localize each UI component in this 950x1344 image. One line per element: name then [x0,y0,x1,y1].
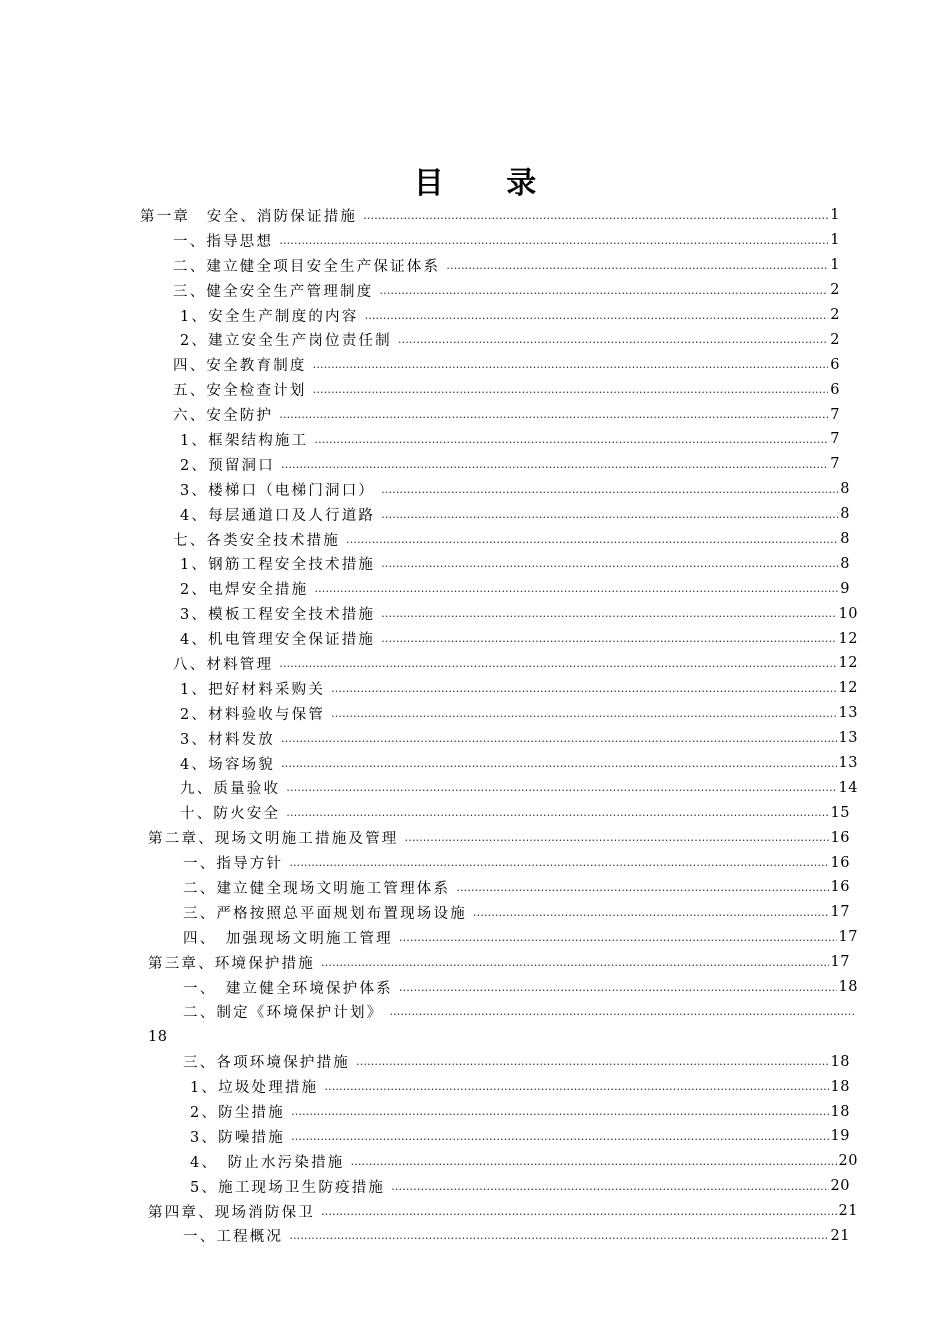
toc-leader-dots [324,1080,828,1093]
toc-page-number: 21 [838,1203,858,1220]
toc-entry-label: 2、防尘措施 [190,1105,285,1121]
toc-page-number: 2 [830,307,840,323]
toc-leader-dots [286,781,836,794]
toc-entry-label: 第三章、环境保护措施 [148,955,315,972]
toc-leader-dots [381,557,838,570]
toc-entry-label: 2、材料验收与保管 [180,706,326,723]
toc-entry-label: 4、每层通道口及人行道路 [180,507,376,524]
toc-entry-label: 1、垃圾处理措施 [190,1080,319,1097]
toc-page-number: 17 [830,954,850,971]
toc-leader-dots [331,707,837,720]
toc-entry[interactable] [0,751,858,776]
toc-page-number: 18 [830,1103,850,1120]
toc-entry-label: 一、 建立健全环境保护体系 [183,980,393,997]
toc-page-number: 18 [830,1053,850,1070]
toc-entry[interactable] [0,1024,950,1049]
toc-entry[interactable] [0,1149,858,1174]
toc-page-number: 1 [830,257,840,274]
toc-leader-dots [314,582,838,595]
toc-page-number: 1 [830,232,840,249]
toc-entry[interactable] [0,253,840,278]
toc-leader-dots [381,607,836,620]
toc-entry-label: 第四章、现场消防保卫 [148,1204,315,1221]
toc-leader-dots [405,831,829,844]
toc-entry[interactable] [0,1074,850,1099]
toc-page-number: 18 [838,979,858,996]
toc-entry[interactable] [0,775,858,800]
toc-entry-label: 四、安全教育制度 [173,358,307,375]
toc-entry-label: 四、 加强现场文明施工管理 [183,930,393,947]
toc-leader-dots [313,358,829,371]
toc-entry[interactable] [0,502,850,527]
toc-entry[interactable] [0,825,850,850]
toc-page-number: 8 [840,555,850,572]
toc-entry[interactable] [0,676,858,701]
toc-entry-label: 第一章 安全、消防保证措施 [140,208,358,225]
toc-leader-dots [313,383,829,396]
toc-entry[interactable] [0,1099,850,1124]
toc-leader-dots [363,209,828,222]
toc-page-number: 8 [840,531,850,548]
toc-entry-label: 二、建立健全现场文明施工管理体系 [183,880,451,897]
toc-entry-label: 4、场容场貌 [180,756,275,773]
toc-leader-dots [279,408,828,421]
toc-entry[interactable] [0,228,840,253]
toc-entry-label: 八、材料管理 [173,656,274,673]
toc-page-number: 8 [840,481,850,498]
page-title: 目 录 [413,166,563,201]
toc-entry-label: 一、指导方针 [183,856,284,873]
toc-leader-dots [281,757,837,770]
toc-entry-label: 3、材料发放 [180,731,275,748]
toc-entry[interactable] [0,626,858,651]
toc-entry[interactable] [0,377,840,402]
toc-page-number: 2 [830,331,840,348]
toc-entry-label: 十、防火安全 [180,806,281,823]
toc-entry[interactable] [0,950,850,975]
toc-entry[interactable] [0,1124,850,1149]
toc-leader-dots [399,931,837,944]
toc-entry-label: 六、安全防护 [173,408,274,425]
toc-entry-label: 二、建立健全项目安全生产保证体系 [173,258,441,275]
toc-entry[interactable] [0,900,850,925]
toc-page-number: 15 [830,804,850,821]
toc-leader-dots [281,458,828,471]
toc-leader-dots [398,333,828,346]
toc-entry-label: 1、钢筋工程安全技术措施 [180,557,376,574]
toc-page-number: 8 [840,506,850,523]
toc-entry[interactable] [0,601,858,626]
toc-leader-dots [350,1155,836,1168]
toc-page-number: 17 [830,904,850,921]
toc-entry[interactable] [0,352,840,377]
toc-entry[interactable] [0,726,858,751]
toc-entry-label: 九、质量验收 [180,781,281,798]
toc-entry[interactable] [0,925,858,950]
toc-leader-dots [279,657,836,670]
toc-page-number: 10 [838,605,858,622]
toc-page-number: 13 [838,730,858,747]
toc-entry-label: 五、安全检查计划 [173,383,307,400]
toc-page-number: 20 [830,1178,850,1195]
toc-entry-label: 三、各项环境保护措施 [183,1055,350,1072]
toc-entry[interactable] [0,427,840,452]
toc-entry[interactable] [0,203,840,228]
toc-entry[interactable] [0,452,840,477]
toc-entry-label: 1、框架结构施工 [180,432,309,449]
toc-entry-label: 4、机电管理安全保证措施 [180,632,376,649]
toc-page-number: 7 [830,456,840,473]
toc-entry-label: 3、楼梯口（电梯门洞口） [180,482,376,499]
toc-page-number: 12 [838,680,858,697]
toc-entry-label: 第二章、现场文明施工措施及管理 [148,831,399,848]
toc-leader-dots [399,981,837,994]
toc-entry[interactable] [0,327,840,352]
toc-leader-dots [289,1229,828,1242]
toc-leader-dots [381,483,838,496]
toc-leader-dots [356,1055,829,1068]
toc-entry-label: 4、 防止水污染措施 [190,1154,345,1171]
toc-leader-dots [364,309,828,322]
toc-leader-dots [331,682,837,695]
toc-entry[interactable] [0,701,858,726]
toc-leader-dots [279,234,828,247]
toc-entry[interactable] [0,975,858,1000]
toc-entry-label: 二、制定《环境保护计划》 [183,1005,384,1022]
toc-leader-dots [346,533,838,546]
toc-entry[interactable] [0,1174,850,1199]
toc-leader-dots [389,1005,856,1018]
toc-entry-label: 一、工程概况 [183,1229,284,1246]
toc-page-number: 7 [830,406,840,423]
toc-page-number: 14 [838,779,858,796]
toc-entry-label: 2、预留洞口 [180,457,275,474]
toc-page-number: 9 [840,580,850,597]
toc-leader-dots [381,508,838,521]
toc-leader-dots [446,259,828,272]
toc-entry-label: 3、防噪措施 [190,1129,285,1146]
toc-leader-dots [291,1105,829,1118]
toc-entry-label: 七、各类安全技术措施 [173,532,340,549]
toc-page-number: 6 [830,356,840,373]
toc-leader-dots [321,1205,837,1218]
toc-leader-dots [281,732,837,745]
toc-page-number: 20 [838,1153,858,1170]
toc-page-number: 16 [830,829,850,846]
toc-page-number: 21 [830,1227,850,1244]
toc-entry[interactable] [0,402,840,427]
toc-entry-label: 1、安全生产制度的内容 [180,308,359,325]
toc-page-number: 13 [838,705,858,722]
toc-leader-dots [286,806,828,819]
toc-entry-label: 三、严格按照总平面规划布置现场设施 [183,905,467,922]
toc-entry-label: 3、模板工程安全技术措施 [180,607,376,624]
toc-entry-label: 2、建立安全生产岗位责任制 [180,333,392,350]
toc-page-number: 19 [830,1128,850,1145]
toc-entry[interactable] [0,527,850,552]
toc-page-number: 13 [838,755,858,772]
toc-leader-dots [381,632,836,645]
toc-leader-dots [314,433,828,446]
toc-leader-dots [456,881,828,894]
toc-page-number: 18 [830,1078,850,1095]
toc-page-number: 18 [148,1028,168,1045]
toc-entry[interactable] [0,551,850,576]
toc-entry[interactable] [0,850,850,875]
toc-entry[interactable] [0,278,840,303]
toc-entry[interactable] [0,875,850,900]
toc-entry-label: 三、健全安全生产管理制度 [173,283,374,300]
toc-entry[interactable] [0,1224,850,1249]
toc-page-number: 12 [838,630,858,647]
toc-page-number: 6 [830,381,840,398]
toc-page-number: 16 [830,879,850,896]
toc-leader-dots [391,1180,828,1193]
toc-page-number: 17 [838,929,858,946]
toc-entry[interactable] [0,1000,858,1025]
toc-page-number: 7 [830,431,840,448]
table-of-contents [0,203,950,1248]
toc-entry-label: 5、施工现场卫生防疫措施 [190,1179,386,1196]
toc-page-number: 1 [830,207,840,224]
toc-entry-label: 1、把好材料采购关 [180,681,326,698]
toc-entry[interactable] [0,477,850,502]
toc-leader-dots [379,284,828,297]
toc-leader-dots [289,856,828,869]
toc-entry-label: 一、指导思想 [173,233,274,250]
toc-entry[interactable] [0,800,850,825]
toc-leader-dots [473,906,829,919]
toc-entry[interactable] [0,1049,850,1074]
toc-leader-dots [291,1130,829,1143]
toc-entry-label: 2、电焊安全措施 [180,582,309,599]
toc-entry[interactable] [0,576,850,601]
toc-page-number: 2 [830,282,840,299]
toc-entry[interactable] [0,1199,858,1224]
toc-entry[interactable] [0,651,858,676]
toc-entry[interactable] [0,303,840,328]
toc-page-number: 16 [830,854,850,871]
toc-leader-dots [321,956,829,969]
toc-page-number: 12 [838,655,858,672]
